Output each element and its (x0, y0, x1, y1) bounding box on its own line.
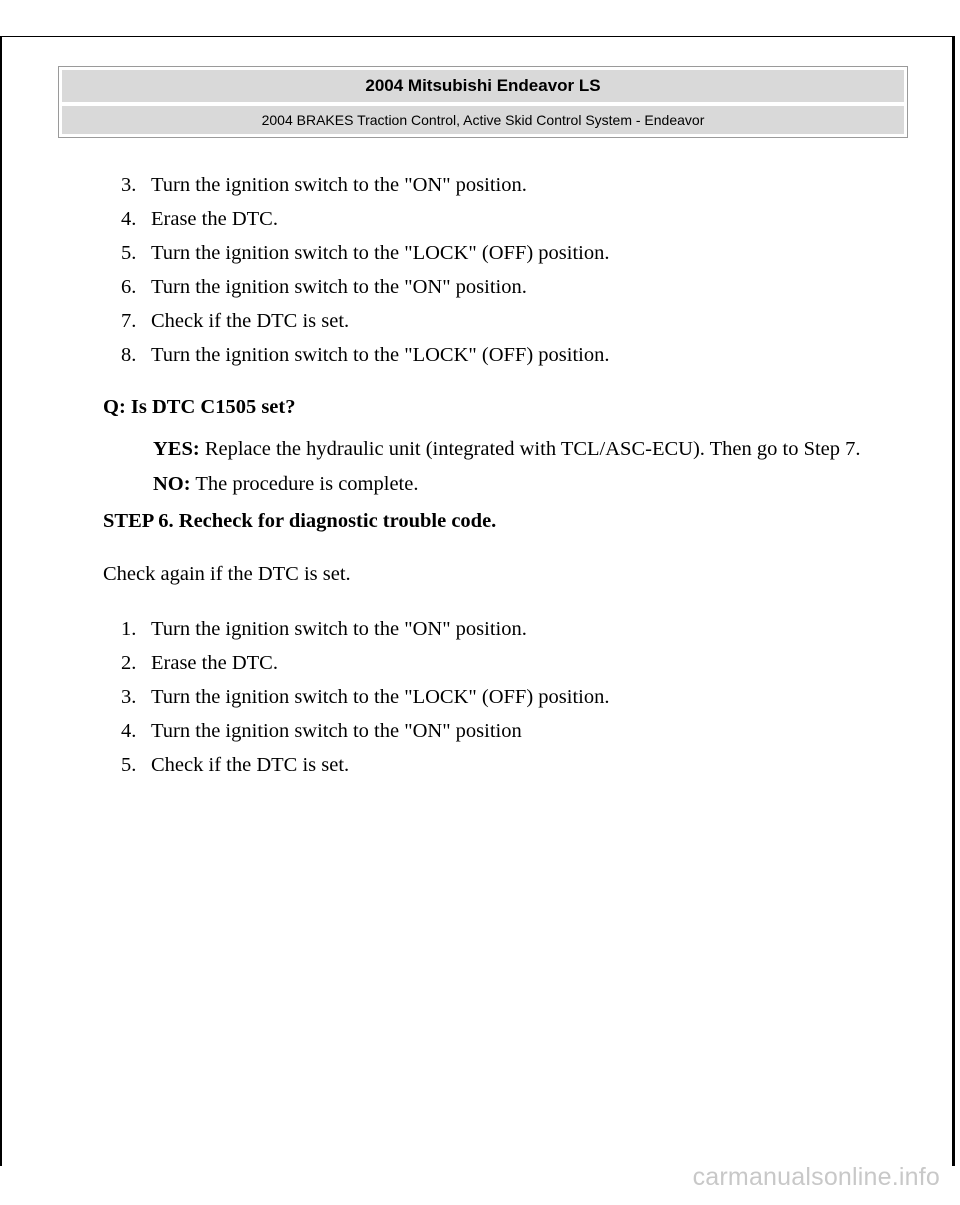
list-item (121, 270, 903, 304)
list-text: Turn the ignition switch to the "ON" position. (151, 276, 527, 298)
list-item (121, 680, 903, 714)
list-text: Turn the ignition switch to the "LOCK" (OFF) position. (151, 686, 610, 708)
step6-heading: STEP 6. Recheck for diagnostic trouble code. (103, 510, 497, 532)
list-text: Erase the DTC. (151, 208, 278, 230)
list-item (121, 714, 903, 748)
list-item (121, 168, 903, 202)
document-header (58, 66, 908, 138)
list-number: 5. (121, 242, 137, 264)
list-number: 8. (121, 344, 137, 366)
answer-yes-label: YES: (153, 438, 200, 460)
list-text: Check if the DTC is set. (151, 754, 350, 776)
list-number: 4. (121, 720, 137, 742)
document-body (103, 168, 903, 782)
step-list-continued (103, 168, 903, 372)
header-title: 2004 Mitsubishi Endeavor LS (62, 70, 904, 102)
list-text: Check if the DTC is set. (151, 310, 350, 332)
list-number: 1. (121, 618, 137, 640)
list-item (121, 646, 903, 680)
list-text: Erase the DTC. (151, 652, 278, 674)
list-text: Turn the ignition switch to the "LOCK" (OFF) position. (151, 242, 610, 264)
list-number: 4. (121, 208, 137, 230)
list-item (121, 304, 903, 338)
answer-yes-text: Replace the hydraulic unit (integrated with TCL/ASC-ECU). Then go to Step 7. (199, 438, 861, 460)
list-item (121, 202, 903, 236)
step6-list (103, 612, 903, 782)
list-number: 6. (121, 276, 137, 298)
step6-intro: Check again if the DTC is set. (103, 563, 351, 585)
answer-yes (153, 436, 903, 463)
list-item (121, 748, 903, 782)
answer-no (153, 471, 903, 498)
list-text: Turn the ignition switch to the "ON" position. (151, 618, 527, 640)
answer-no-label: NO: (153, 473, 191, 495)
header-subtitle: 2004 BRAKES Traction Control, Active Skid Control System - Endeavor (62, 106, 904, 134)
list-item (121, 338, 903, 372)
list-number: 5. (121, 754, 137, 776)
list-number: 2. (121, 652, 137, 674)
list-text: Turn the ignition switch to the "ON" position (151, 720, 522, 742)
question-heading: Q: Is DTC C1505 set? (103, 396, 296, 418)
list-item (121, 612, 903, 646)
list-item (121, 236, 903, 270)
answer-no-text: The procedure is complete. (190, 473, 419, 495)
list-text: Turn the ignition switch to the "LOCK" (OFF) position. (151, 344, 610, 366)
list-number: 3. (121, 686, 137, 708)
list-number: 3. (121, 174, 137, 196)
watermark: carmanualsonline.info (692, 1163, 940, 1191)
list-text: Turn the ignition switch to the "ON" position. (151, 174, 527, 196)
list-number: 7. (121, 310, 137, 332)
